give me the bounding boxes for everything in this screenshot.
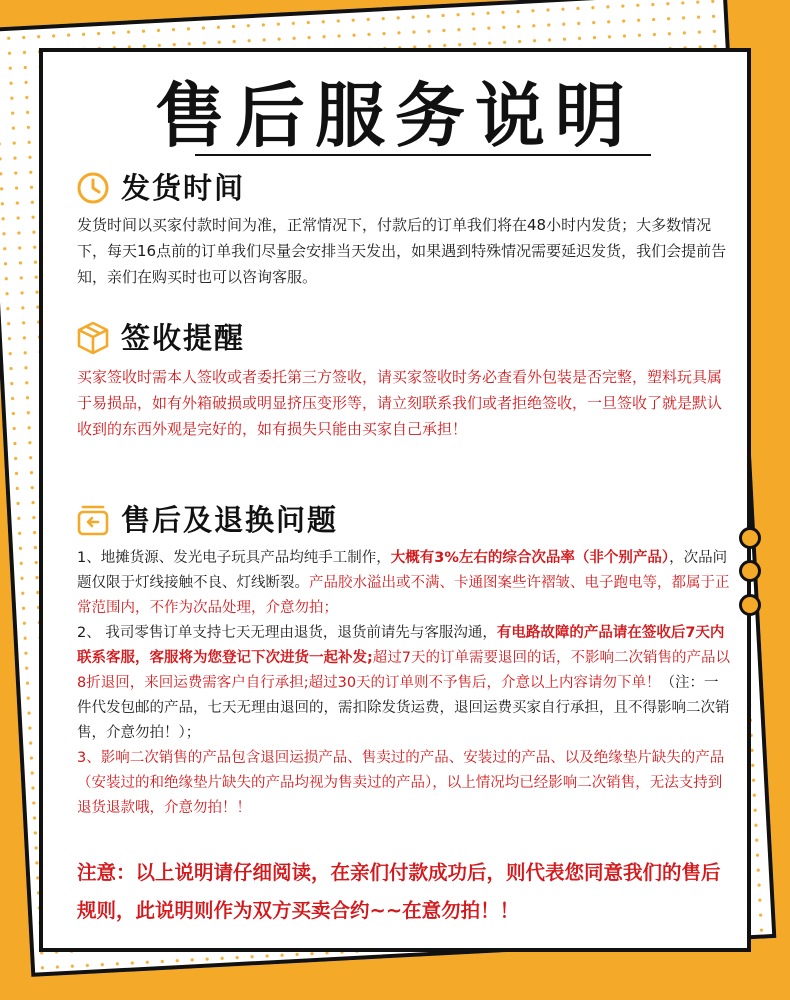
aftersales-heading	[75, 502, 338, 538]
aftersales-heading-label: 售后及退换问题	[121, 503, 339, 537]
receipt-heading	[75, 320, 245, 356]
package-box-icon	[75, 320, 111, 356]
aftersales-item-3: 3、影响二次销售的产品包含退回运损产品、售卖过的产品、安装过的产品、以及绝缘垫片缺失的产品（安装过的和绝缘垫片缺失的产品均视为售卖过的产品），以上情况均已经影响二次销售，无法支持到退货退款哦，介意勿拍！！	[77, 750, 725, 816]
item1-part-b: 大概有3%左右的综合次品率（非个别产品）	[390, 550, 670, 566]
notice-text: 注意：以上说明请仔细阅读，在亲们付款成功后，则代表您同意我们的售后规则，此说明则作为双方买卖合约~~在意勿拍！！	[77, 861, 721, 922]
item1-part-d: 产品胶水溢出或不满、卡通图案些许褶皱、电子跑电等，都属于正常范围内，不作为次品处理，介意勿拍；	[77, 575, 730, 616]
decorative-dot	[739, 560, 761, 582]
item1-part-c: ，次品问题仅限于灯线接触不良、灯线断裂。	[77, 550, 728, 591]
shipping-heading	[75, 170, 245, 206]
aftersales-item-2	[77, 621, 733, 746]
title-underline	[195, 154, 651, 156]
item2-part-b: 有电路故障的产品请在签收后7天内联系客服，客服将为您登记下次进货一起补发;	[77, 625, 725, 666]
item2-part-d: （注：一件代发包邮的产品，七天无理由退回的，需扣除发货运费，退回运费买家自行承担，且不得影响二次销售，介意勿拍！）；	[77, 675, 730, 741]
item2-part-c: 超过7天的订单需要退回的话，不影响二次销售的产品以8折退回，来回运费需客户自行承担;超过30天的订单则不予售后，介意以上内容请勿下单！	[77, 650, 731, 691]
receipt-text: 买家签收时需本人签收或者委托第三方签收，请买家签收时务必查看外包装是否完整，塑料玩具属于易损品，如有外箱破损或明显挤压变形等，请立刻联系我们或者拒绝签收，一旦签收了就是默认收到的东西外观是完好的，如有损失只能由买家自己承担！	[77, 368, 723, 438]
main-card	[39, 48, 751, 952]
item1-part-a: 1、地摊货源、发光电子玩具产品均纯手工制作，	[77, 550, 391, 566]
page-title: 售后服务说明	[155, 75, 635, 157]
shipping-text: 发货时间以买家付款时间为准，正常情况下，付款后的订单我们将在48小时内发货；大多数情况下，每天16点前的订单我们尽量会安排当天发出，如果遇到特殊情况需要延迟发货，我们会提前告知，亲们在购买时也可以咨询客服。	[77, 216, 727, 286]
decorative-dot	[739, 594, 761, 616]
return-box-icon	[75, 502, 111, 538]
shipping-heading-label: 发货时间	[121, 171, 246, 205]
receipt-heading-label: 签收提醒	[121, 321, 246, 355]
clock-icon	[75, 170, 111, 206]
item2-part-a: 2、 我司零售订单支持七天无理由退货，退货前请先与客服沟通，	[77, 625, 497, 641]
decorative-dot	[739, 527, 761, 549]
aftersales-item-1	[77, 546, 733, 621]
